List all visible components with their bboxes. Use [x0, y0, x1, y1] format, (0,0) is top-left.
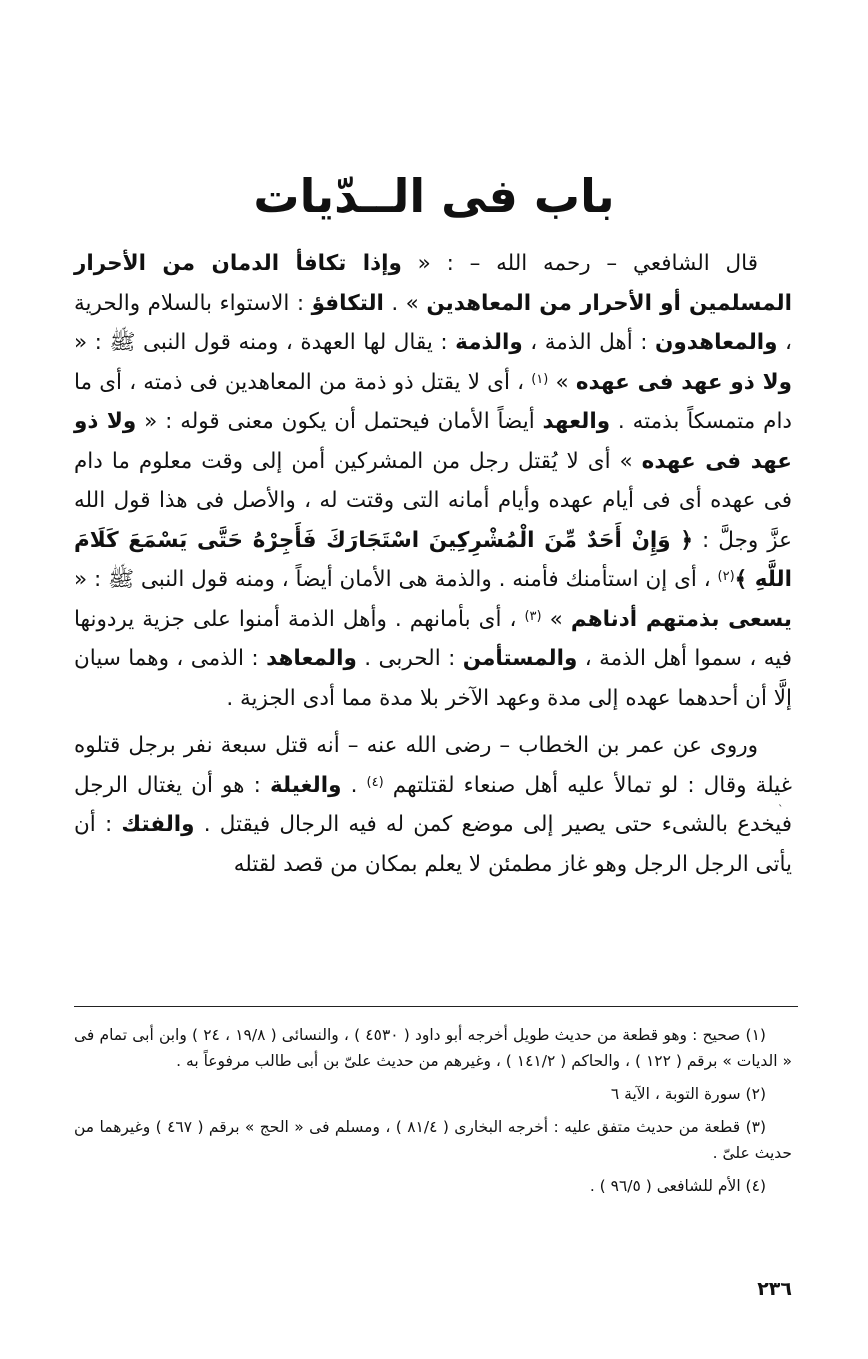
text-segment: ، أى لا يقتل ذو ذمة من المعاهدين فى ذمته ، أى ما دام متمسكاً بذمته .	[74, 369, 792, 434]
text-segment: قال الشافعي – رحمه الله – : «	[401, 251, 758, 276]
term-muahidun: والمعاهدون	[655, 330, 778, 355]
text-segment: : الاستواء بالسلام والحرية ،	[74, 290, 792, 355]
chapter-title: باب فى الــدّيات	[253, 169, 615, 223]
text-segment: : هو أن يغتال الرجل فيخدع بالشىء حتى يصير إلى موضع كمن له فيه الرجال فيقتل .	[74, 772, 792, 837]
term-dhimma: والذمة	[455, 330, 523, 355]
term-muahid: والمعاهد	[266, 646, 357, 671]
footnote-4: (٤) الأم للشافعى ( ٩٦/٥ ) .	[589, 1177, 766, 1195]
text-segment: : أن يأتى الرجل الرجل وهو غاز مطمئن لا يعلم بمكان من قصد لقتله	[74, 812, 792, 877]
text-segment: : الحربى .	[356, 646, 463, 671]
footnotes	[74, 1022, 792, 1206]
term-ahd: والعهد	[542, 409, 611, 434]
term-takafu: التكافؤ	[311, 290, 384, 316]
text-segment: »	[548, 369, 576, 395]
page-number: ٢٣٦	[757, 1278, 792, 1300]
paragraph-2	[74, 726, 792, 884]
footnote-2: (٢) سورة التوبة ، الآية ٦	[610, 1085, 766, 1103]
text-segment: ، أى بأمانهم . وأهل الذمة أمنوا على جزية يردونها فيه ، سموا أهل الذمة ،	[74, 606, 792, 671]
text-segment: .	[341, 772, 367, 798]
text-segment: »	[541, 606, 571, 632]
margin-mark: ˎ	[778, 794, 784, 807]
footnote-ref-3: (٣)	[524, 608, 542, 624]
footnote-ref-1: (١)	[531, 371, 549, 387]
main-text	[74, 244, 792, 884]
hadith-quote: يسعى بذمتهم أدناهم	[570, 606, 792, 632]
footnote-3: (٣) قطعة من حديث متفق عليه : أخرجه البخارى ( ٨١/٤ ) ، ومسلم فى « الحج » برقم ( ٤٦٧ ) وغيرهما من حديث علىّ .	[74, 1118, 792, 1162]
term-mustamin: والمستأمن	[462, 646, 578, 671]
term-ghila: والغيلة	[269, 772, 342, 798]
term-fatk: والفتك	[121, 812, 195, 837]
footnote-divider	[74, 1006, 798, 1007]
text-segment: : أهل الذمة ،	[522, 330, 656, 355]
text-segment: : يقال لها العهدة ، ومنه قول النبى ﷺ : «	[74, 330, 456, 355]
hadith-quote: ولا ذو عهد فى عهده	[575, 369, 792, 395]
paragraph-1	[74, 244, 792, 718]
hadith-quote: ولا ذو عهد فى عهده	[74, 409, 792, 474]
text-segment: وروى عن عمر بن الخطاب – رضى الله عنه – أنه قتل سبعة نفر برجل قتلوه غيلة وقال : لو تمالأ عليه أهل صنعاء لقتلتهم	[74, 733, 792, 798]
text-segment: » .	[383, 290, 427, 316]
footnote-ref-2: (٢)	[717, 569, 735, 584]
text-segment: أيضاً الأمان فيحتمل أن يكون معنى قوله : «	[136, 409, 543, 434]
quran-verse: ﴿ وَإِنْ أَحَدٌ مِّنَ الْمُشْرِكِينَ اسْتَجَارَكَ فَأَجِرْهُ حَتَّى يَسْمَعَ كَلَامَ اللَّهِ ﴾	[74, 527, 793, 592]
quoted-text: وإذا تكافأ الدمان من الأحرار المسلمين أو الأحرار من المعاهدين	[74, 251, 792, 316]
text-segment: » أى لا يُقتل رجل من المشركين أمن إلى وقت معلوم ما دام فى عهده أى فى أيام عهده وأيام أمانه التى وقتت له ، والأصل فى هذا قول الله عزَّ وجلَّ :	[74, 448, 792, 553]
text-segment: ، أى إن استأمنك فأمنه . والذمة هى الأمان أيضاً ، ومنه قول النبى ﷺ : «	[74, 567, 718, 592]
footnote-1: (١) صحيح : وهو قطعة من حديث طويل أخرجه أبو داود ( ٤٥٣٠ ) ، والنسائى ( ١٩/٨ ، ٢٤ ) وابن أبى تمام فى « الديات » برقم ( ١٢٢ ) ، والحاكم ( ١٤١/٢ ) ، وغيرهم من حديث علىّ بن أبى طالب مرفوعاً به .	[74, 1026, 792, 1070]
footnote-ref-4: (٤)	[366, 774, 384, 790]
text-segment: : الذمى ، وهما سيان إلَّا أن أحدهما عهده إلى مدة وعهد الآخر بلا مدة مما أدى الجزية .	[74, 646, 792, 711]
